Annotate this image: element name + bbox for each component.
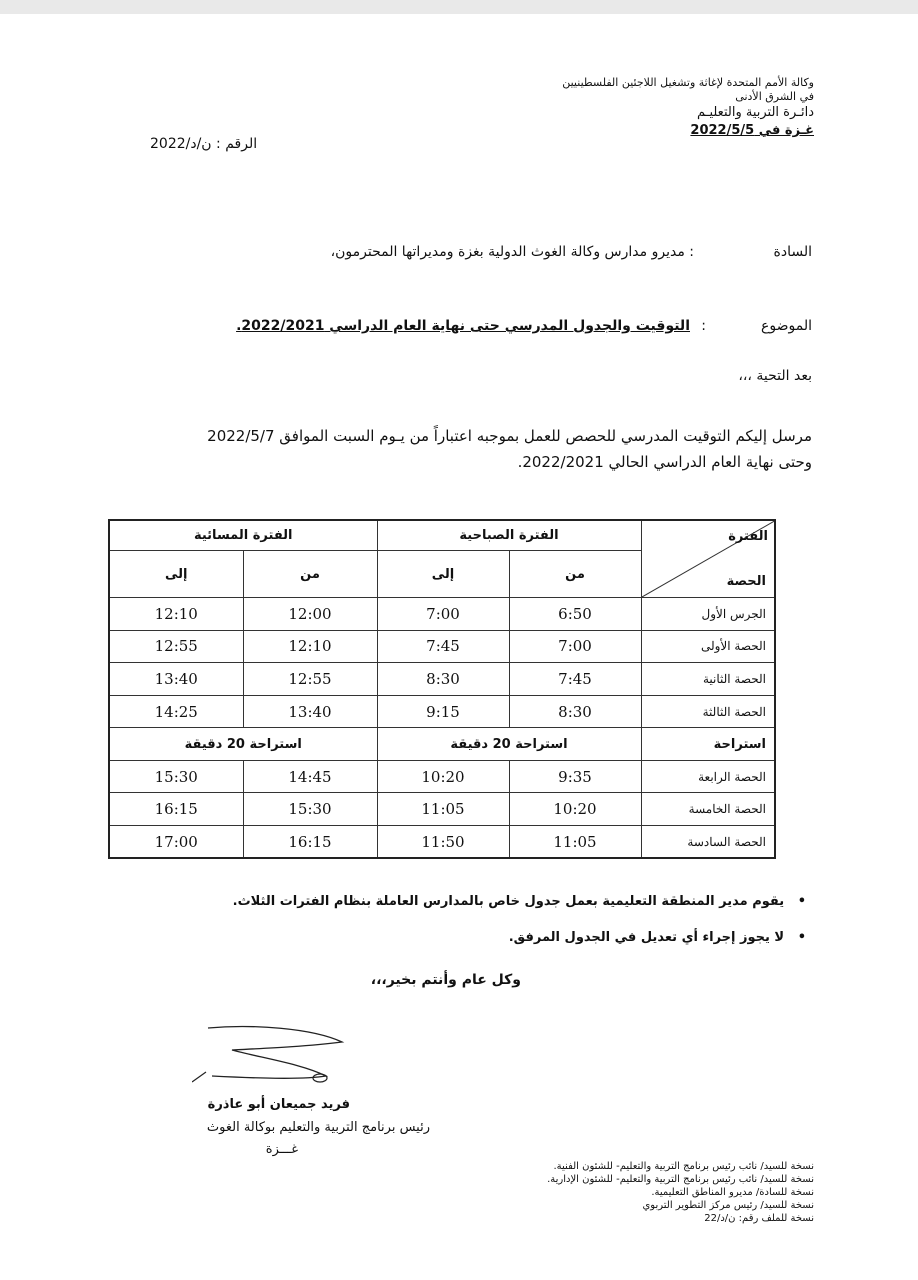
evening-from-time: 13:40 bbox=[243, 695, 377, 728]
lesson-name: الجرس الأول bbox=[641, 598, 775, 631]
corner-period-label: الفترة bbox=[728, 529, 768, 544]
table-row bbox=[109, 760, 775, 793]
table-row bbox=[109, 695, 775, 728]
morning-break: استراحة 20 دقيقة bbox=[377, 728, 641, 761]
corner-cell bbox=[641, 520, 775, 598]
evening-header: الفترة المسائية bbox=[109, 520, 377, 551]
evening-from-time: 12:55 bbox=[243, 663, 377, 696]
evening-from-time: 14:45 bbox=[243, 760, 377, 793]
recipient-value: : مديرو مدارس وكالة الغوث الدولية بغزة ومديراتها المحترمون، bbox=[330, 244, 694, 260]
break-label: استراحة bbox=[641, 728, 775, 761]
schedule-table bbox=[108, 519, 776, 859]
greeting: بعد التحية ،،، bbox=[738, 368, 812, 384]
cc-item: نسخة للسيد/ نائب رئيس برنامج التربية والتعليم- للشئون الفنية. bbox=[553, 1161, 814, 1172]
morning-from-time: 6:50 bbox=[509, 598, 641, 631]
morning-from-time: 11:05 bbox=[509, 826, 641, 859]
evening-to-time: 13:40 bbox=[109, 663, 243, 696]
morning-to-time: 11:05 bbox=[377, 793, 509, 826]
morning-to-time: 7:00 bbox=[377, 598, 509, 631]
handwritten-signature bbox=[192, 1020, 352, 1090]
body-line-2: وحتى نهاية العام الدراسي الحالي 2022/2021. bbox=[517, 453, 812, 471]
morning-to-time: 7:45 bbox=[377, 630, 509, 663]
cc-item: نسخة للسيد/ نائب رئيس برنامج التربية والتعليم- للشئون الإدارية. bbox=[547, 1174, 814, 1185]
morning-from-time: 10:20 bbox=[509, 793, 641, 826]
top-bar bbox=[0, 0, 918, 14]
table-row bbox=[109, 826, 775, 859]
evening-to-time: 12:55 bbox=[109, 630, 243, 663]
bullet-item-2 bbox=[509, 930, 806, 945]
lesson-name: الحصة الأولى bbox=[641, 630, 775, 663]
table-row bbox=[109, 663, 775, 696]
morning-to-time: 8:30 bbox=[377, 663, 509, 696]
recipient-label: السادة bbox=[773, 244, 812, 260]
lesson-name: الحصة الثانية bbox=[641, 663, 775, 696]
rows-after-break bbox=[109, 760, 775, 858]
evening-to-time: 16:15 bbox=[109, 793, 243, 826]
bullet-text-1: يقوم مدير المنطقة التعليمية بعمل جدول خاص بالمدارس العاملة بنظام الفترات الثلاث. bbox=[232, 894, 785, 909]
evening-to-time: 15:30 bbox=[109, 760, 243, 793]
letter-date: غـزة في 2022/5/5 bbox=[690, 123, 814, 138]
lesson-name: الحصة الخامسة bbox=[641, 793, 775, 826]
evening-from-time: 15:30 bbox=[243, 793, 377, 826]
lesson-name: الحصة الرابعة bbox=[641, 760, 775, 793]
bullet-dot: • bbox=[797, 930, 806, 945]
morning-from-time: 9:35 bbox=[509, 760, 641, 793]
evening-from-time: 12:10 bbox=[243, 630, 377, 663]
cc-item: نسخة للسيد/ رئيس مركز التطوير التربوي bbox=[642, 1200, 814, 1211]
department-name: دائـرة التربية والتعليـم bbox=[697, 105, 814, 120]
morning-to-time: 11:50 bbox=[377, 826, 509, 859]
bullet-text-2: لا يجوز إجراء أي تعديل في الجدول المرفق. bbox=[508, 930, 785, 945]
evening-from-header: من bbox=[243, 551, 377, 598]
cc-list bbox=[547, 1160, 814, 1225]
morning-to-header: إلى bbox=[377, 551, 509, 598]
lesson-name: الحصة الثالثة bbox=[641, 695, 775, 728]
subject-colon: : bbox=[701, 318, 706, 334]
closing: وكل عام وأنتم بخير،،، bbox=[370, 972, 521, 988]
letterhead bbox=[562, 76, 814, 140]
bullet-item-1 bbox=[233, 894, 806, 909]
evening-from-time: 12:00 bbox=[243, 598, 377, 631]
evening-break: استراحة 20 دقيقة bbox=[109, 728, 377, 761]
reference-number: الرقم : ن/د/2022 bbox=[150, 136, 258, 152]
table-row bbox=[109, 598, 775, 631]
evening-from-time: 16:15 bbox=[243, 826, 377, 859]
cc-item: نسخة للسادة/ مديرو المناطق التعليمية. bbox=[651, 1187, 814, 1198]
subject-value: التوقيت والجدول المدرسي حتى نهاية العام الدراسي 2022/2021. bbox=[236, 318, 690, 334]
evening-to-time: 17:00 bbox=[109, 826, 243, 859]
subject-label: الموضوع bbox=[761, 318, 812, 334]
body-line-1: مرسل إليكم التوقيت المدرسي للحصص للعمل بموجبه اعتباراً من يـوم السبت الموافق 2022/5/7 bbox=[207, 427, 812, 445]
signatory-name: فريد جميعان أبو عاذرة bbox=[207, 1097, 350, 1112]
morning-from-time: 7:00 bbox=[509, 630, 641, 663]
lesson-name: الحصة السادسة bbox=[641, 826, 775, 859]
evening-to-header: إلى bbox=[109, 551, 243, 598]
morning-from-header: من bbox=[509, 551, 641, 598]
org-name: وكالة الأمم المتحدة لإغاثة وتشغيل اللاجئين الفلسطينيين bbox=[562, 76, 814, 89]
table-row bbox=[109, 630, 775, 663]
rows-before-break bbox=[109, 598, 775, 728]
table-row bbox=[109, 793, 775, 826]
morning-from-time: 8:30 bbox=[509, 695, 641, 728]
org-region: في الشرق الأدنى bbox=[735, 90, 814, 103]
morning-header: الفترة الصباحية bbox=[377, 520, 641, 551]
break-row bbox=[109, 728, 775, 761]
evening-to-time: 12:10 bbox=[109, 598, 243, 631]
signatory-city: غـــزة bbox=[265, 1142, 298, 1157]
morning-to-time: 10:20 bbox=[377, 760, 509, 793]
corner-lesson-label: الحصة bbox=[726, 574, 766, 589]
bullet-dot: • bbox=[797, 894, 806, 909]
morning-to-time: 9:15 bbox=[377, 695, 509, 728]
morning-from-time: 7:45 bbox=[509, 663, 641, 696]
signatory-title: رئيس برنامج التربية والتعليم بوكالة الغوث bbox=[206, 1120, 430, 1135]
evening-to-time: 14:25 bbox=[109, 695, 243, 728]
cc-item: نسخة للملف رقم: ن/د/22 bbox=[704, 1213, 814, 1224]
